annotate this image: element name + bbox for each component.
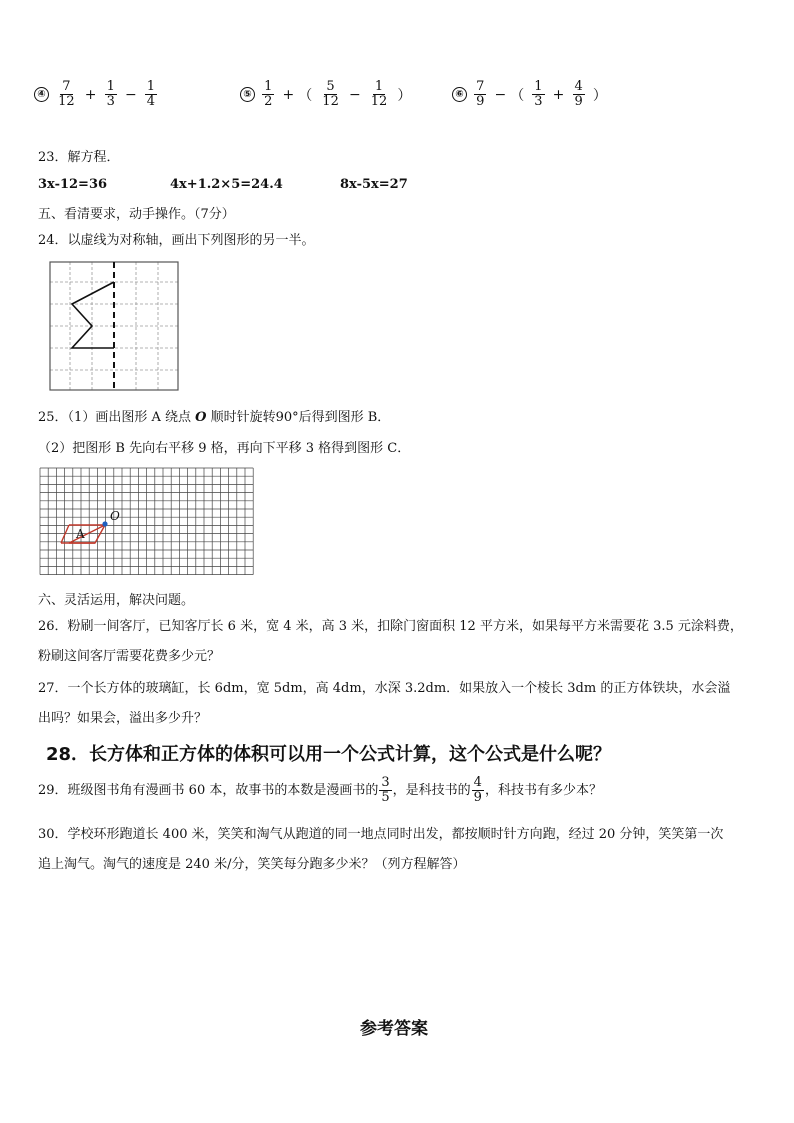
equation-3: 8x-5x=27 <box>340 177 408 192</box>
point-o <box>102 521 107 526</box>
number-mark-6: ⑥ <box>452 87 467 102</box>
answer-heading: 参考答案 <box>360 1019 428 1039</box>
half-shape <box>72 282 114 348</box>
fraction: $\frac{1}{4}$ <box>146 79 156 109</box>
question-27-line1: 27．一个长方体的玻璃缸，长 6dm，宽 5dm，高 4dm，水深 3.2dm．如果放入一个棱长 3dm 的正方体铁块，水会溢 <box>38 681 731 696</box>
expression-5: ⑤ $\frac{1}{2}$ + （ $\frac{5}{12}$ − $\frac{1}{12}$ ） <box>240 80 413 109</box>
label-a: A <box>76 527 85 541</box>
number-mark-5: ⑤ <box>240 87 255 102</box>
question-30-line1: 30．学校环形跑道长 400 米，笑笑和淘气从跑道的同一地点同时出发，都按顺时针方向跑，经过 20 分钟，笑笑第一次 <box>38 827 724 842</box>
fraction: $\frac{1}{2}$ <box>264 79 273 109</box>
equation-2: 4x+1.2×5=24.4 <box>170 177 283 192</box>
section-6-heading: 六、灵活运用，解决问题。 <box>38 593 195 608</box>
fraction: $\frac{7}{12}$ <box>58 79 75 109</box>
fraction: $\frac{4}{9}$ <box>473 775 482 805</box>
symmetry-grid <box>48 260 180 392</box>
question-26-line2: 粉刷这间客厅需要花费多少元？ <box>38 649 221 664</box>
question-28: 28．长方体和正方体的体积可以用一个公式计算，这个公式是什么呢？ <box>46 744 612 765</box>
label-o: O <box>110 509 120 523</box>
fraction: $\frac{3}{5}$ <box>381 775 390 805</box>
equation-1: 3x-12=36 <box>38 177 108 192</box>
question-30-line2: 追上淘气。淘气的速度是 240 米/分，笑笑每分跑多少米？（列方程解答） <box>38 857 466 872</box>
question-25-part1: 25．（1）画出图形 A 绕点 O 顺时针旋转90°后得到图形 B． <box>38 410 391 425</box>
section-5-heading: 五、看清要求，动手操作。（7分） <box>38 207 235 222</box>
fraction: $\frac{4}{9}$ <box>574 79 583 109</box>
number-mark-4: ④ <box>34 87 49 102</box>
fraction: $\frac{1}{3}$ <box>106 79 115 109</box>
expression-6: ⑥ $\frac{7}{9}$ − （ $\frac{1}{3}$ + $\frac{4}{9}$ ） <box>452 80 609 109</box>
question-23-title: 23．解方程． <box>38 150 120 165</box>
expression-4: ④ $\frac{7}{12}$ + $\frac{1}{3}$ − $\frac{1}{4}$ <box>34 80 158 109</box>
question-24: 24．以虚线为对称轴，画出下列图形的另一半。 <box>38 233 315 248</box>
shape-a <box>69 525 105 543</box>
question-25-part2: （2）把图形 B 先向右平移 9 格，再向下平移 3 格得到图形 C． <box>38 441 411 456</box>
shape-a-edge <box>61 525 69 543</box>
fraction: $\frac{1}{12}$ <box>370 79 388 109</box>
fraction: $\frac{5}{12}$ <box>322 79 339 109</box>
question-29: 29．班级图书角有漫画书 60 本，故事书的本数是漫画书的 $\frac{3}{5}$ ，是科技书的 $\frac{4}{9}$ ，科技书有多少本？ <box>38 775 602 805</box>
fraction: $\frac{7}{9}$ <box>476 79 485 109</box>
fraction: $\frac{1}{3}$ <box>534 79 543 109</box>
rotation-grid <box>39 467 255 577</box>
question-27-line2: 出吗？如果会，溢出多少升？ <box>38 711 208 726</box>
question-26-line1: 26．粉刷一间客厅，已知客厅长 6 米，宽 4 米，高 3 米，扣除门窗面积 12 平方米，如果每平方米需要花 3.5 元涂料费， <box>38 619 743 634</box>
